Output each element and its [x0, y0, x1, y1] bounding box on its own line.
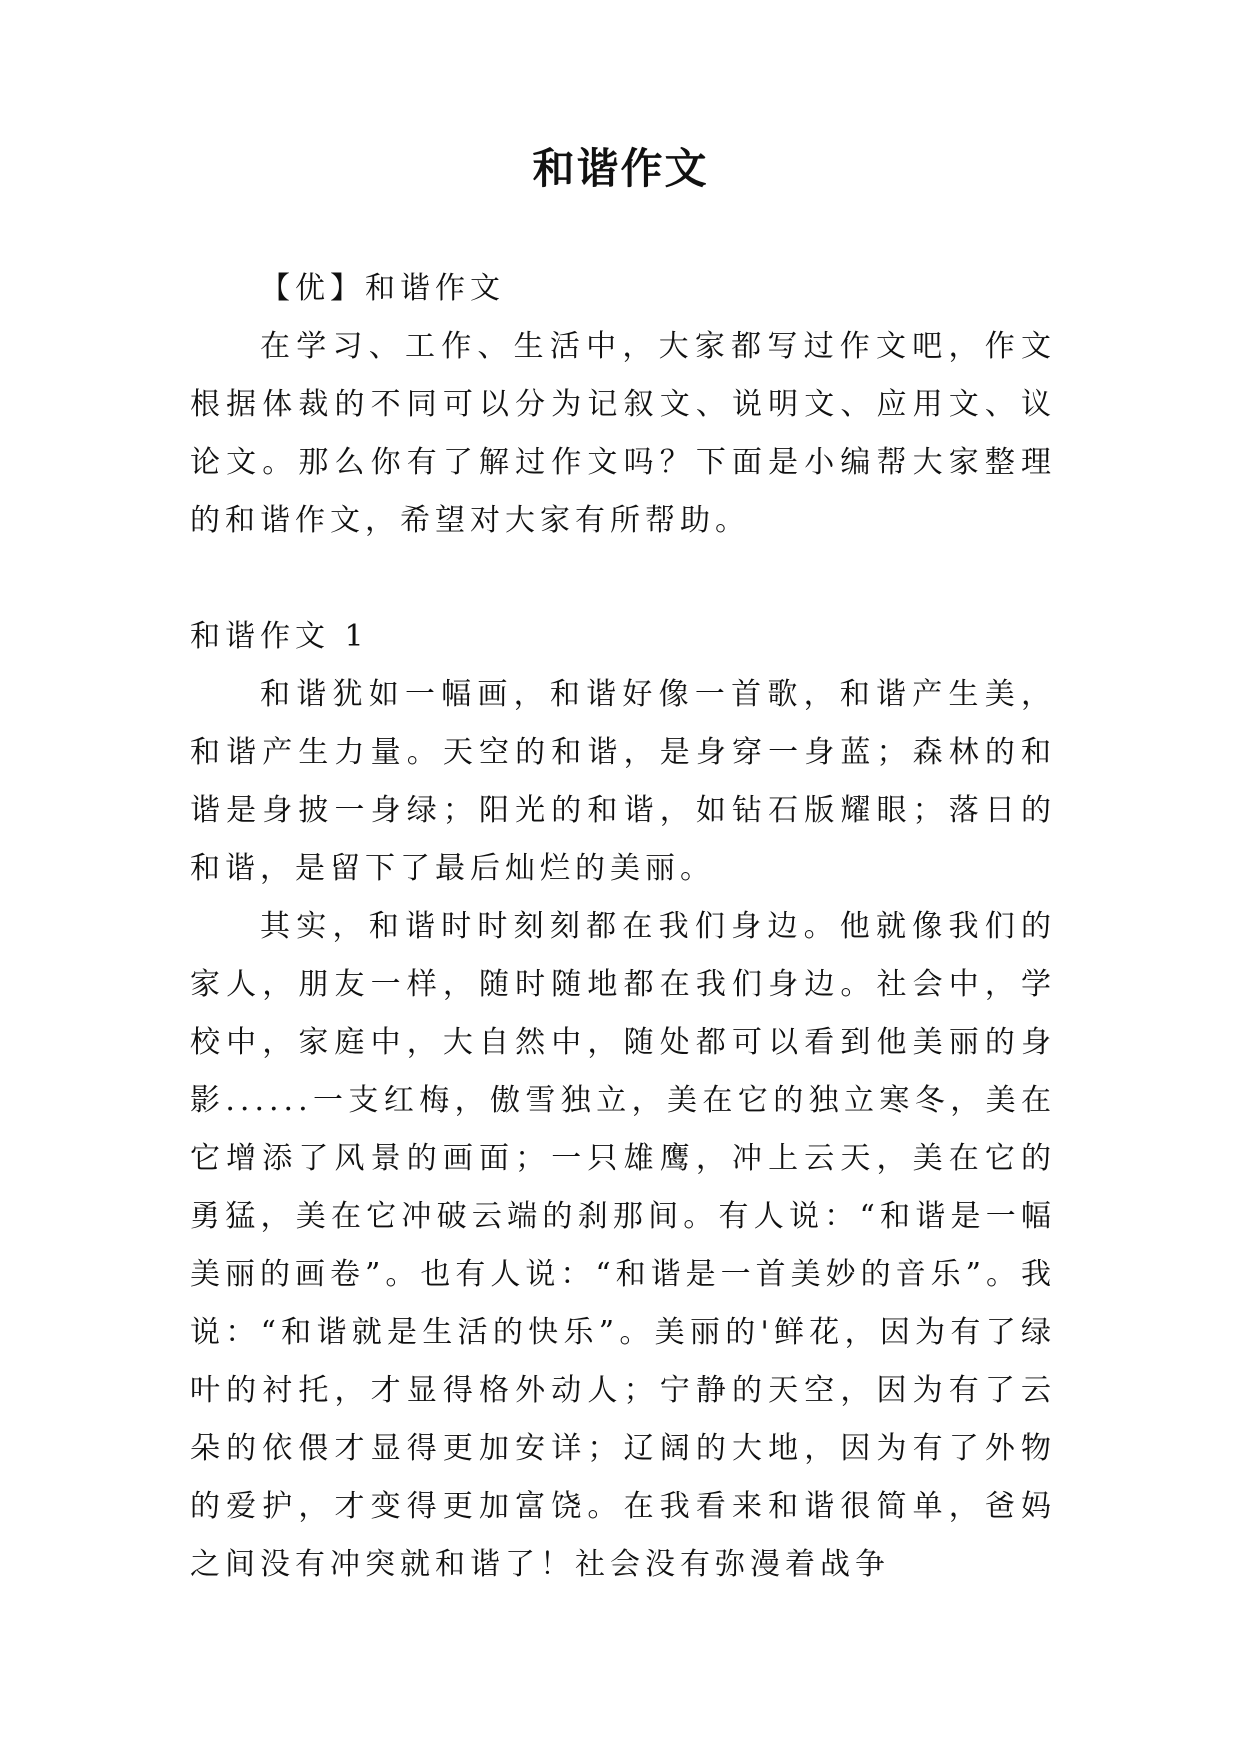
- document-body: [190, 260, 1056, 1594]
- section-heading: 和谐作文 1: [190, 619, 369, 654]
- paragraph-spacer: [190, 550, 1056, 608]
- body-paragraph-2: 其实，和谐时时刻刻都在我们身边。他就像我们的家人，朋友一样，随时随地都在我们身边。社会中，学校中，家庭中，大自然中，随处都可以看到他美丽的身影......一支红梅，傲雪独立，美在它的独立寒冬，美在它增添了风景的画面；一只雄鹰，冲上云天，美在它的勇猛，美在它冲破云端的刹那间。有人说：“和谐是一幅美丽的画卷”。也有人说：“和谐是一首美妙的音乐”。我说：“和谐就是生活的快乐”。美丽的'鲜花，因为有了绿叶的衬托，才显得格外动人；宁静的天空，因为有了云朵的依偎才显得更加安详；辽阔的大地，因为有了外物的爱护，才变得更加富饶。在我看来和谐很简单，爸妈之间没有冲突就和谐了！社会没有弥漫着战争: [190, 909, 1057, 1582]
- intro-paragraph: 在学习、工作、生活中，大家都写过作文吧，作文根据体裁的不同可以分为记叙文、说明文、应用文、议论文。那么你有了解过作文吗？下面是小编帮大家整理的和谐作文，希望对大家有所帮助。: [190, 329, 1056, 538]
- document-subtitle: 【优】和谐作文: [260, 271, 505, 306]
- document-title: 和谐作文: [532, 144, 709, 193]
- body-paragraph-1: 和谐犹如一幅画，和谐好像一首歌，和谐产生美，和谐产生力量。天空的和谐，是身穿一身蓝；森林的和谐是身披一身绿；阳光的和谐，如钻石版耀眼；落日的和谐，是留下了最后灿烂的美丽。: [190, 677, 1056, 886]
